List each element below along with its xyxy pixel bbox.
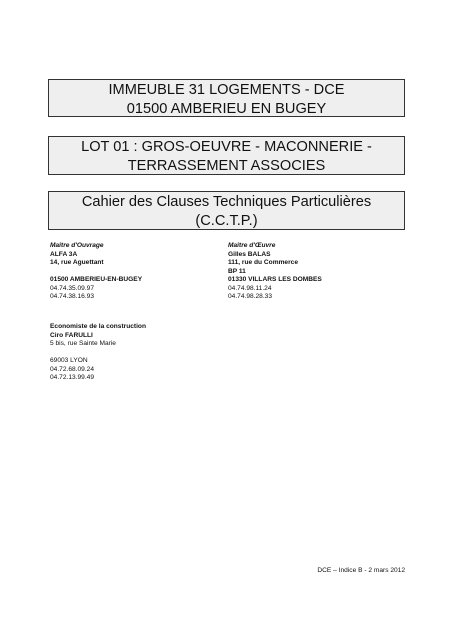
architect-role: Maître d'Œuvre	[228, 242, 276, 249]
project-title-line-2: 01500 AMBERIEU EN BUGEY	[126, 101, 327, 117]
architect-phone: 04.74.98.11.24	[228, 284, 272, 292]
economist-city: 69003 LYON	[50, 357, 88, 364]
document-title-line-1: Cahier des Clauses Techniques Particulières	[81, 194, 372, 210]
architect-address: 111, rue du Commerce	[228, 259, 298, 266]
economist-block	[50, 323, 146, 383]
architect-po-box: BP 11	[228, 267, 246, 275]
owner-city: 01500 AMBERIEU-EN-BUGEY	[50, 276, 143, 283]
economist-fax: 04.72.13.99.49	[50, 374, 94, 381]
footer-revision: DCE – Indice B - 2 mars 2012	[317, 567, 405, 574]
lot-title-box	[48, 136, 405, 175]
lot-title-line-2: TERRASSEMENT ASSOCIES	[127, 158, 326, 174]
project-title-line-1: IMMEUBLE 31 LOGEMENTS - DCE	[108, 82, 345, 98]
economist-role: Economiste de la construction	[50, 323, 146, 330]
document-title-line-2: (C.C.T.P.)	[195, 213, 258, 229]
owner-role: Maître d'Ouvrage	[50, 242, 104, 249]
owner-name: ALFA 3A	[50, 250, 78, 258]
owner-spacer	[50, 268, 142, 277]
lot-title-line-1: LOT 01 : GROS-OEUVRE - MACONNERIE -	[81, 139, 372, 155]
architect-block	[228, 242, 322, 302]
architect-fax: 04.74.98.28.33	[228, 293, 272, 300]
owner-phone: 04.74.35.09.97	[50, 284, 94, 292]
project-title-box	[48, 79, 405, 117]
economist-address: 5 bis, rue Sainte Marie	[50, 340, 116, 347]
owner-address: 14, rue Aguettant	[50, 259, 104, 266]
document-title-box	[48, 191, 405, 230]
architect-name: Gilles BALAS	[228, 250, 271, 258]
architect-city: 01330 VILLARS LES DOMBES	[228, 276, 322, 283]
economist-spacer	[50, 349, 146, 358]
economist-name: Ciro FARULLI	[50, 331, 93, 339]
owner-block	[50, 242, 142, 302]
economist-phone: 04.72.68.09.24	[50, 365, 94, 373]
owner-fax: 04.74.38.16.93	[50, 293, 94, 300]
